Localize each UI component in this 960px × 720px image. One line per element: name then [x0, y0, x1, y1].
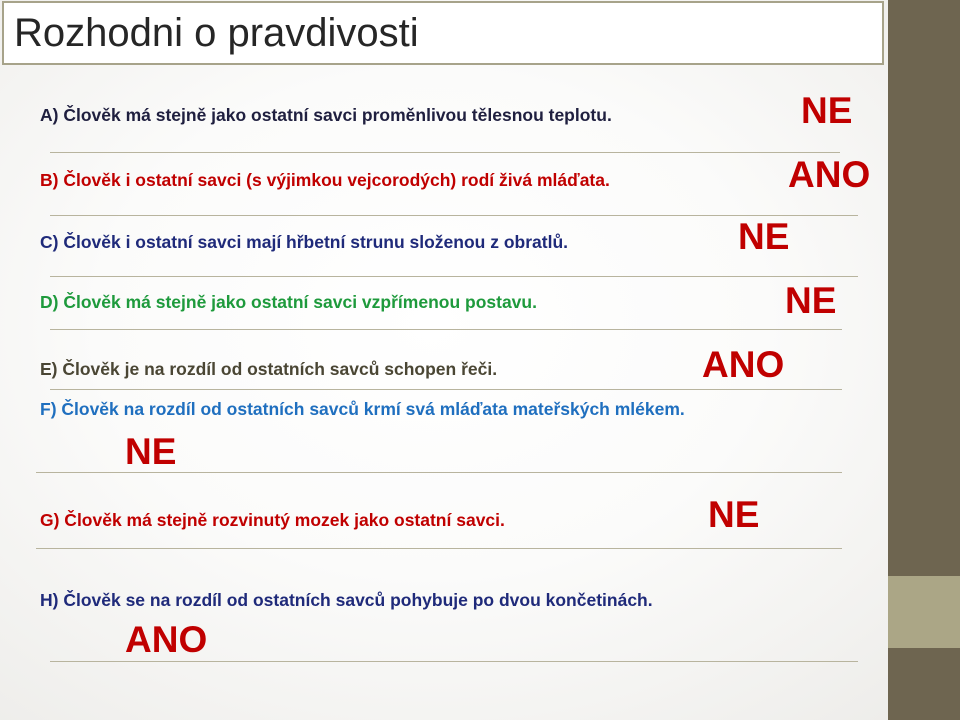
statement-f: F) Člověk na rozdíl od ostatních savců krmí svá mláďata mateřských mlékem.	[40, 399, 685, 419]
divider	[50, 276, 858, 277]
divider	[50, 661, 858, 662]
answer-e: ANO	[702, 344, 785, 385]
answer-c: NE	[738, 216, 790, 257]
statement-e: E) Člověk je na rozdíl od ostatních savců schopen řeči.	[40, 359, 498, 379]
sidebar-decoration-light	[888, 576, 960, 648]
answer-h: ANO	[125, 619, 208, 660]
divider	[36, 548, 842, 549]
statement-d: D) Člověk má stejně jako ostatní savci vzpřímenou postavu.	[40, 292, 537, 312]
answer-g: NE	[708, 494, 760, 535]
statement-g: G) Člověk má stejně rozvinutý mozek jako ostatní savci.	[40, 510, 505, 530]
answer-f: NE	[125, 431, 177, 472]
answer-b: ANO	[788, 154, 871, 195]
statement-c: C) Člověk i ostatní savci mají hřbetní strunu složenou z obratlů.	[40, 232, 568, 252]
statement-a: A) Člověk má stejně jako ostatní savci proměnlivou tělesnou teplotu.	[40, 105, 612, 125]
divider	[50, 152, 840, 153]
statement-h: H) Člověk se na rozdíl od ostatních savců pohybuje po dvou končetinách.	[40, 590, 653, 610]
title-box	[2, 1, 884, 65]
divider	[50, 329, 842, 330]
divider	[50, 215, 858, 216]
divider	[50, 389, 842, 390]
page-title: Rozhodni o pravdivosti	[14, 11, 419, 55]
divider	[36, 472, 842, 473]
answer-a: NE	[801, 90, 853, 131]
statement-b: B) Člověk i ostatní savci (s výjimkou vejcorodých) rodí živá mláďata.	[40, 170, 610, 190]
answer-d: NE	[785, 280, 837, 321]
